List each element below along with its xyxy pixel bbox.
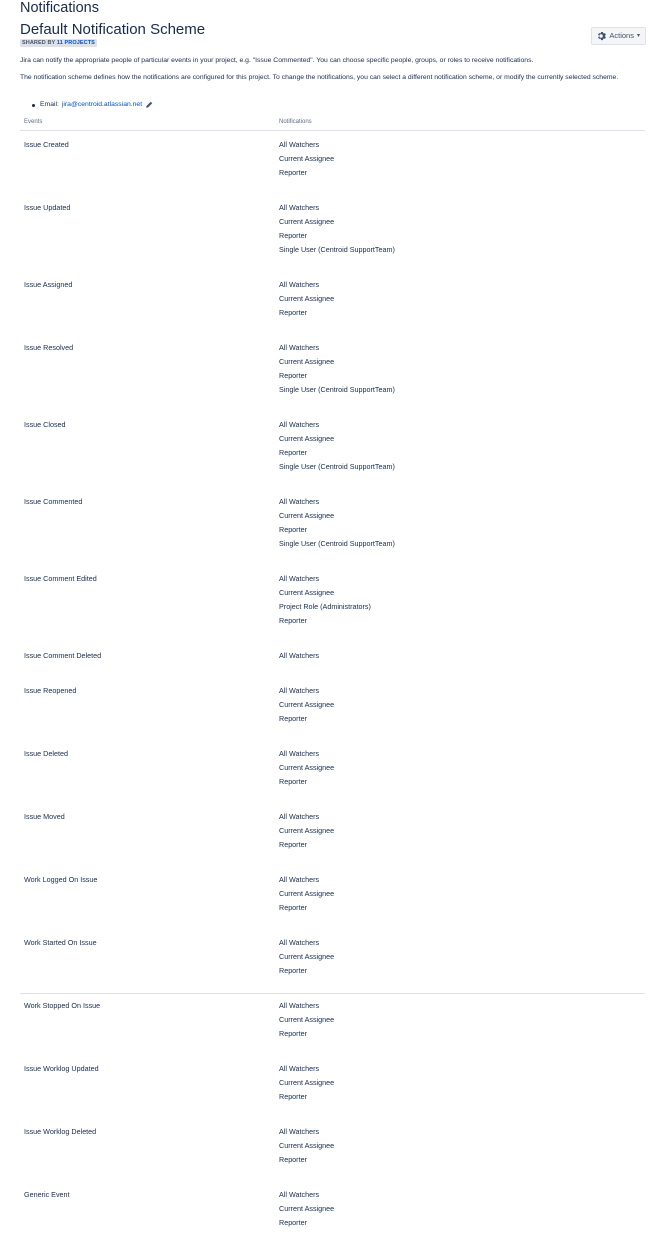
notification-recipient: Reporter	[279, 840, 307, 849]
table-row	[20, 642, 645, 677]
table-row	[20, 740, 645, 803]
scheme-title: Default Notification Scheme	[20, 21, 206, 38]
notification-recipient: Current Assignee	[279, 1078, 335, 1087]
event-name: Work Stopped On Issue	[24, 1001, 101, 1010]
event-name: Generic Event	[24, 1190, 70, 1199]
notification-recipient: Single User (Centroid SupportTeam)	[279, 539, 395, 548]
notification-recipient: Current Assignee	[279, 154, 335, 163]
notification-list	[279, 684, 334, 726]
email-link[interactable]: jira@centroid.atlassian.net	[61, 101, 143, 108]
notification-recipient: Current Assignee	[279, 763, 335, 772]
notification-recipient: All Watchers	[279, 497, 320, 506]
notification-recipient: Single User (Centroid SupportTeam)	[279, 385, 395, 394]
notification-recipient: Reporter	[279, 777, 307, 786]
description-text: Jira can notify the appropriate people of particular events in your project, e.g. "Issue Commented". You can choose specific people, groups, or roles to receive notifications.	[20, 57, 534, 64]
notification-list	[279, 278, 334, 320]
notification-recipient: Current Assignee	[279, 357, 335, 366]
email-label: Email:	[40, 101, 59, 108]
notification-recipient: All Watchers	[279, 651, 320, 660]
event-name: Issue Reopened	[24, 686, 77, 695]
notification-recipient: All Watchers	[279, 280, 320, 289]
table-row	[20, 929, 645, 992]
event-name: Issue Commented	[24, 497, 83, 506]
shared-count[interactable]: 11 PROJECTS	[56, 40, 95, 46]
notification-recipient: Current Assignee	[279, 700, 335, 709]
notification-recipient: All Watchers	[279, 203, 320, 212]
notification-list	[279, 418, 395, 474]
column-header-events: Events	[24, 119, 43, 125]
notification-recipient: Reporter	[279, 903, 307, 912]
table-row	[20, 992, 645, 1055]
table-header	[20, 117, 645, 131]
notification-recipient: All Watchers	[279, 140, 320, 149]
notification-recipient: All Watchers	[279, 875, 320, 884]
notification-list	[279, 1188, 334, 1230]
notification-table	[20, 131, 645, 1244]
notification-recipient: All Watchers	[279, 343, 320, 352]
table-row	[20, 866, 645, 929]
notification-recipient: Current Assignee	[279, 294, 335, 303]
event-name: Issue Moved	[24, 812, 65, 821]
notification-list	[279, 747, 334, 789]
notification-recipient: Reporter	[279, 525, 307, 534]
notification-recipient: Reporter	[279, 448, 307, 457]
notification-recipient: Reporter	[279, 1029, 307, 1038]
notification-recipient: Reporter	[279, 308, 307, 317]
event-name: Issue Comment Edited	[24, 574, 97, 583]
notification-list	[279, 495, 395, 551]
notification-list	[279, 999, 334, 1041]
table-bottom-border	[20, 993, 645, 994]
notification-recipient: Current Assignee	[279, 434, 335, 443]
event-name: Issue Updated	[24, 203, 71, 212]
notification-recipient: Reporter	[279, 231, 307, 240]
notification-recipient: Reporter	[279, 1155, 307, 1164]
notification-recipient: Current Assignee	[279, 1141, 335, 1150]
notification-list	[279, 572, 371, 628]
notification-recipient: All Watchers	[279, 1001, 320, 1010]
shared-badge[interactable]	[20, 39, 97, 47]
event-name: Work Started On Issue	[24, 938, 97, 947]
event-name: Issue Closed	[24, 420, 66, 429]
notification-recipient: Current Assignee	[279, 588, 335, 597]
notification-recipient: Current Assignee	[279, 511, 335, 520]
event-name: Issue Assigned	[24, 280, 73, 289]
notification-recipient: Reporter	[279, 371, 307, 380]
notification-recipient: All Watchers	[279, 1127, 320, 1136]
page-title: Notifications	[20, 0, 99, 16]
notification-recipient: Current Assignee	[279, 952, 335, 961]
notification-list	[279, 1125, 334, 1167]
notification-list	[279, 201, 395, 257]
notification-recipient: Current Assignee	[279, 1015, 335, 1024]
notification-recipient: All Watchers	[279, 812, 320, 821]
event-name: Work Logged On Issue	[24, 875, 98, 884]
table-row	[20, 1055, 645, 1118]
notification-recipient: Current Assignee	[279, 217, 335, 226]
notification-recipient: All Watchers	[279, 1064, 320, 1073]
notification-recipient: Reporter	[279, 1218, 307, 1227]
email-setting	[32, 100, 153, 110]
notification-recipient: All Watchers	[279, 686, 320, 695]
notification-recipient: Current Assignee	[279, 826, 335, 835]
notification-recipient: Reporter	[279, 1092, 307, 1101]
notification-recipient: All Watchers	[279, 938, 320, 947]
notification-list	[279, 649, 319, 663]
notification-recipient: Reporter	[279, 714, 307, 723]
table-row	[20, 1181, 645, 1244]
table-row	[20, 488, 645, 565]
notification-recipient: Project Role (Administrators)	[279, 602, 371, 611]
table-row	[20, 271, 645, 334]
notification-list	[279, 873, 334, 915]
event-name: Issue Worklog Deleted	[24, 1127, 97, 1136]
notification-recipient: All Watchers	[279, 1190, 320, 1199]
table-row	[20, 677, 645, 740]
description-text-2: The notification scheme defines how the notifications are configured for this project. To change the notifications, you can select a different notification scheme, or modify the currently selected scheme.	[20, 74, 619, 81]
column-header-notifications: Notifications	[279, 119, 312, 125]
notification-recipient: Reporter	[279, 966, 307, 975]
notification-list	[279, 138, 334, 180]
notification-recipient: Current Assignee	[279, 889, 335, 898]
event-name: Issue Created	[24, 140, 69, 149]
table-row	[20, 194, 645, 271]
shared-prefix: SHARED BY	[22, 40, 56, 46]
notification-recipient: All Watchers	[279, 420, 320, 429]
notification-recipient: Single User (Centroid SupportTeam)	[279, 462, 395, 471]
notification-list	[279, 1062, 334, 1104]
actions-label: Actions	[609, 31, 634, 40]
notification-list	[279, 810, 334, 852]
bullet	[32, 104, 35, 107]
event-name: Issue Comment Deleted	[24, 651, 102, 660]
notification-list	[279, 341, 395, 397]
notification-recipient: Current Assignee	[279, 1204, 335, 1213]
table-row	[20, 411, 645, 488]
event-name: Issue Worklog Updated	[24, 1064, 99, 1073]
chevron-down-icon: ▾	[636, 33, 640, 39]
table-row	[20, 131, 645, 194]
table-row	[20, 803, 645, 866]
gear-icon	[597, 31, 607, 41]
actions-button[interactable]	[591, 27, 646, 45]
notification-recipient: Single User (Centroid SupportTeam)	[279, 245, 395, 254]
notification-list	[279, 936, 334, 978]
pencil-icon[interactable]	[145, 101, 153, 109]
notification-recipient: Reporter	[279, 168, 307, 177]
notification-recipient: Reporter	[279, 616, 307, 625]
event-name: Issue Deleted	[24, 749, 68, 758]
table-row	[20, 334, 645, 411]
table-row	[20, 565, 645, 642]
table-row	[20, 1118, 645, 1181]
event-name: Issue Resolved	[24, 343, 74, 352]
notification-recipient: All Watchers	[279, 574, 320, 583]
notification-recipient: All Watchers	[279, 749, 320, 758]
